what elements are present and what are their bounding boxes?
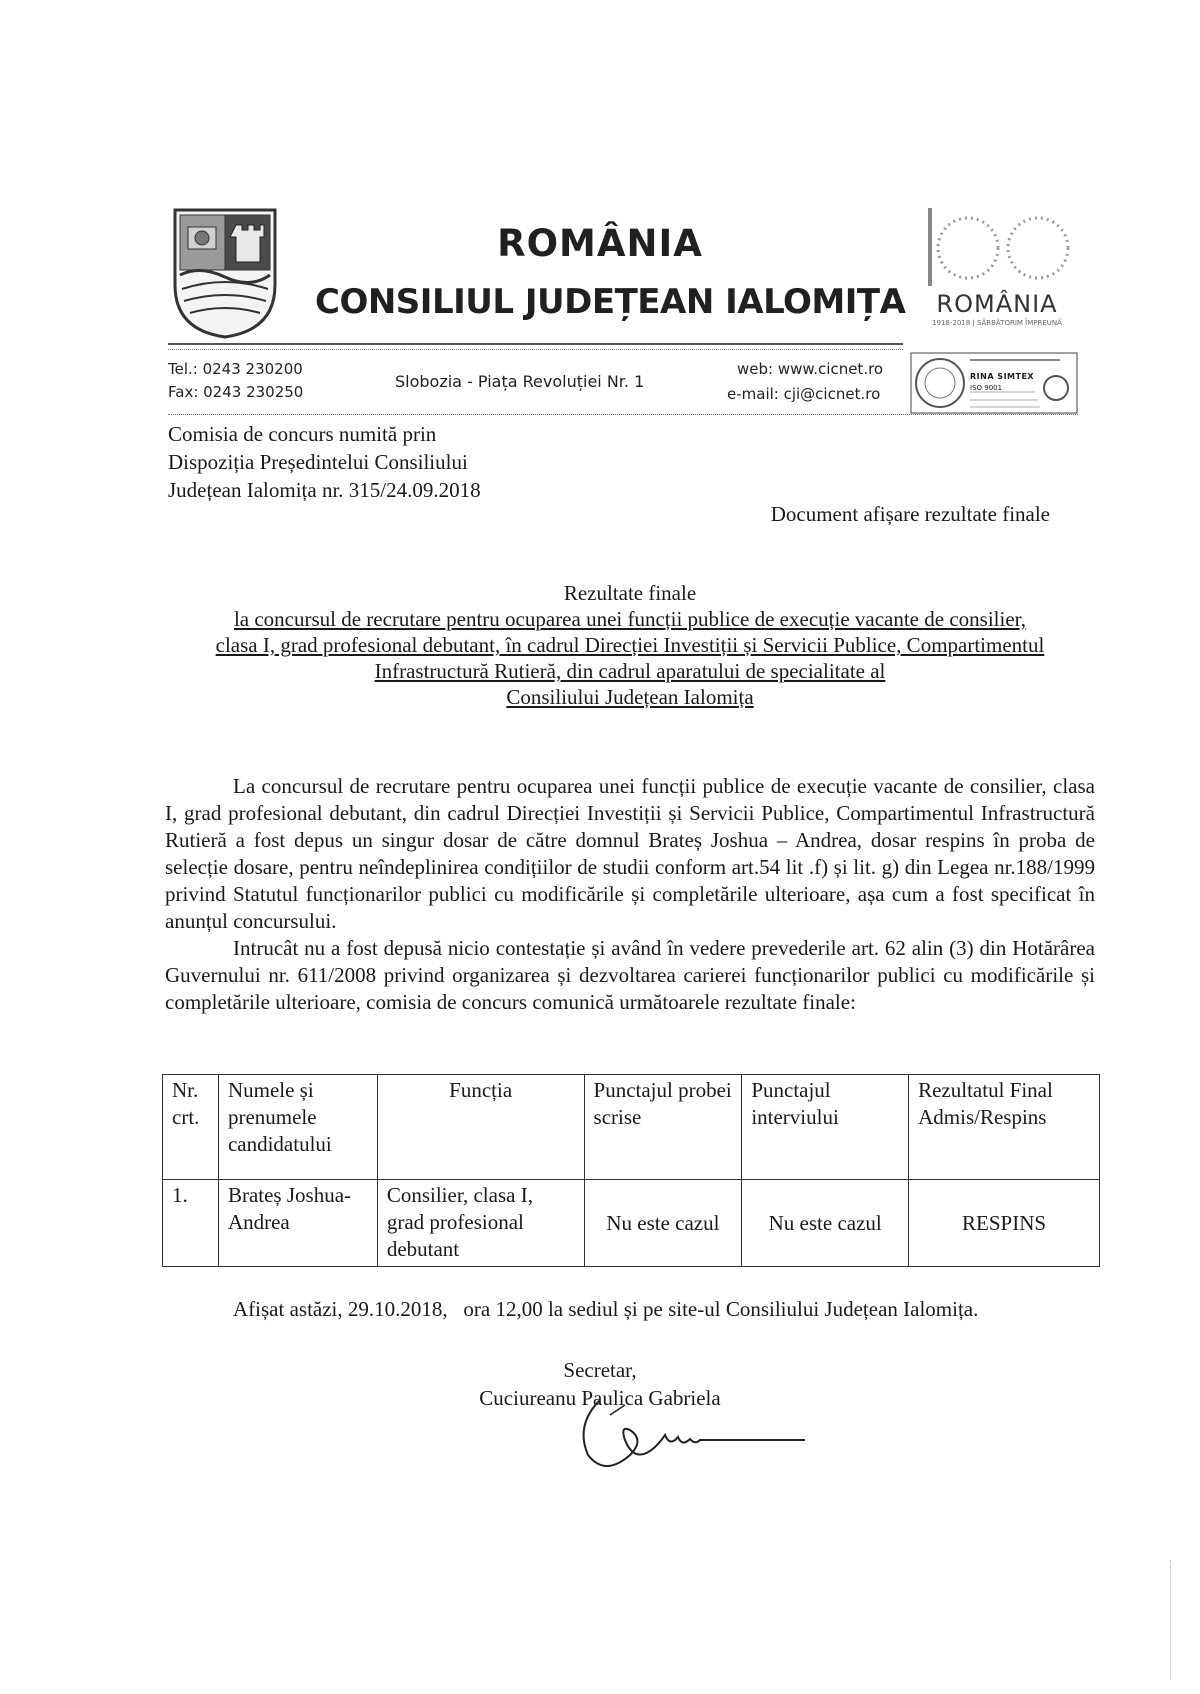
institution-title: CONSILIUL JUDEȚEAN IALOMIȚA	[315, 282, 906, 322]
body-paragraph-2	[165, 935, 1095, 1016]
heading-line: la concursul de recrutare pentru ocuparea unei funcții publice de execuție vacante de consilier,	[233, 607, 1027, 631]
table-header-row	[163, 1075, 1100, 1180]
signatory-role: Secretar,	[563, 1358, 637, 1382]
certification-code: ISO 9001	[970, 384, 1003, 392]
heading-line: Consiliului Județean Ialomița	[506, 685, 754, 709]
results-table	[162, 1074, 1100, 1267]
results-title: Rezultate finale	[563, 581, 697, 605]
address: Slobozia - Piața Revoluției Nr. 1	[395, 372, 645, 391]
header-cell: Nr. crt.	[163, 1075, 219, 1180]
centenary-wordmark: ROMÂNIA	[936, 290, 1058, 318]
results-heading	[160, 580, 1100, 710]
header-cell: Rezultatul Final Admis/Respins	[909, 1075, 1100, 1180]
commission-line: Dispoziția Președintelui Consiliului	[168, 450, 468, 474]
heading-line: clasa I, grad profesional debutant, în cadrul Direcției Investiții și Servicii Publice, Compartimentul	[215, 633, 1045, 657]
country-title: ROMÂNIA	[497, 222, 703, 265]
header-rule	[168, 343, 903, 345]
document-label: Document afișare rezultate finale	[770, 502, 1050, 526]
certification-name: RINA SIMTEX	[970, 372, 1035, 381]
header-cell: Funcția	[377, 1075, 584, 1180]
header-rule-dotted	[168, 349, 903, 350]
row-number: 1.	[163, 1180, 219, 1267]
handwritten-signature	[570, 1385, 810, 1475]
paragraph-text: Intrucât nu a fost depusă nicio contestație și având în vedere prevederile art. 62 alin (3) din Hotărârea Guvernului nr. 611/2008 privind organizarea și dezvoltarea carierei funcționarilor publici cu modificările și completările ulterioare, comisia de concurs comunică următoarele rezultate finale:	[165, 936, 1095, 1014]
paragraph-text: La concursul de recrutare pentru ocuparea unei funcții publice de execuție vacante de consilier, clasa I, grad profesional debutant, din cadrul Direcției Investiții și Servicii Publice, Compartimentul Infrastructură Rutieră a fost depus un singur dosar de către domnul Brateș Joshua – Andrea, dosar respins în proba de selecție dosare, pentru neîndeplinirea condițiilor de studii conform art.54 lit .f) și lit. g) din Legea nr.188/1999 privind Statutul funcționarilor publici cu modificările și completările ulterioare, așa cum a fost specificat în anunțul concursului.	[165, 774, 1095, 933]
phone-number: Tel.: 0243 230200	[168, 360, 303, 378]
commission-reference	[168, 420, 481, 504]
commission-line: Județean Ialomița nr. 315/24.09.2018	[168, 478, 481, 502]
posting-notice: Afișat astăzi, 29.10.2018, ora 12,00 la sediul și pe site-ul Consiliului Județean Ialomița.	[233, 1297, 979, 1321]
header-cell: Punctajul probei scrise	[584, 1075, 742, 1180]
candidate-name: Brateș Joshua-Andrea	[218, 1180, 377, 1267]
heading-line: Infrastructură Rutieră, din cadrul aparatului de specialitate al	[374, 659, 886, 683]
email: e-mail: cji@cicnet.ro	[727, 385, 881, 403]
scan-edge-mark	[1170, 1560, 1173, 1680]
centenary-tagline: 1918-2018 | SĂRBĂTORIM ÎMPREUNĂ	[932, 319, 1062, 327]
header-cell: Numele și prenumele candidatului	[218, 1075, 377, 1180]
body-paragraph-1	[165, 773, 1095, 935]
commission-line: Comisia de concurs numită prin	[168, 422, 437, 446]
fax-number: Fax: 0243 230250	[168, 383, 304, 401]
header-cell: Punctajul interviului	[742, 1075, 909, 1180]
final-result: RESPINS	[909, 1180, 1100, 1267]
position: Consilier, clasa I, grad profesional debutant	[377, 1180, 584, 1267]
certification-badge	[910, 352, 1078, 414]
signatory-name: Cuciureanu Paulica Gabriela	[479, 1386, 721, 1410]
contact-rule	[168, 414, 1078, 415]
table-row	[163, 1180, 1100, 1267]
written-score: Nu este cazul	[584, 1180, 742, 1267]
interview-score: Nu este cazul	[742, 1180, 909, 1267]
website: web: www.cicnet.ro	[737, 360, 884, 378]
